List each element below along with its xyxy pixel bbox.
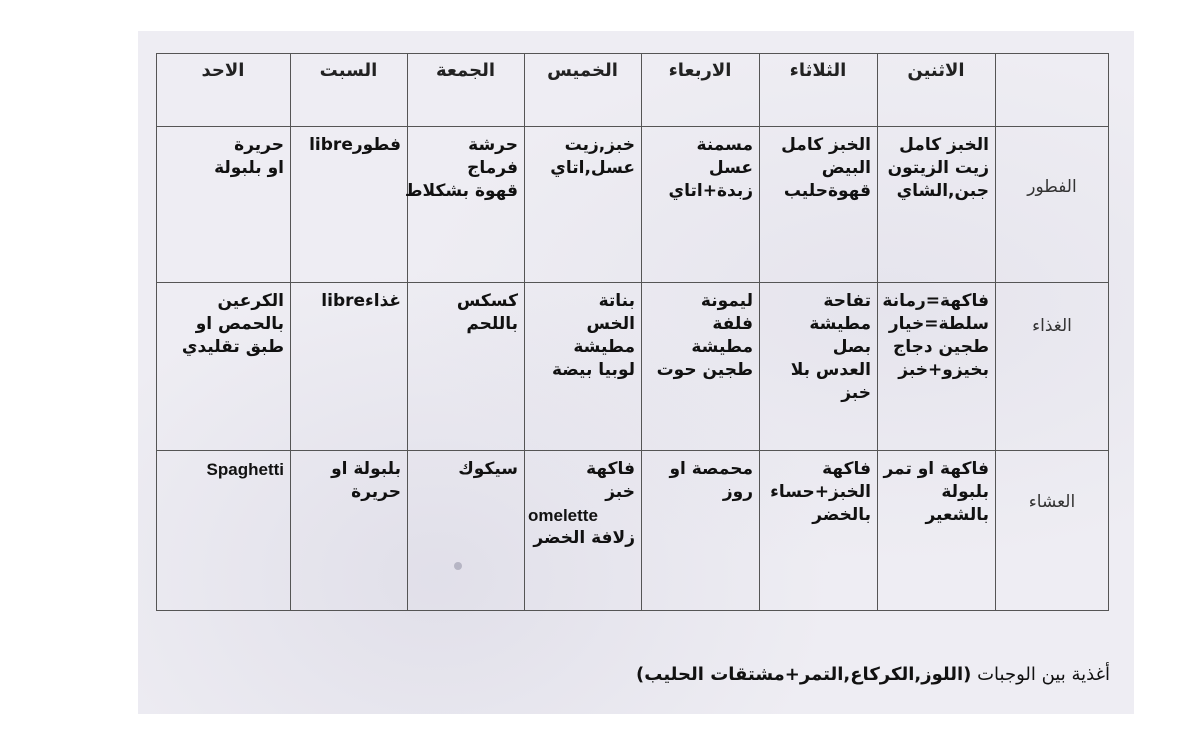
header-tuesday: الثلاثاء: [789, 60, 847, 81]
cell-dinner-monday: فاكهة او تمر بلبولة بالشعير: [883, 459, 989, 525]
header-wednesday: الاربعاء: [668, 60, 732, 81]
cell-lunch-saturday: غذاءlibre: [321, 291, 401, 311]
header-monday: الاثنين: [907, 60, 965, 81]
cell-lunch-monday: فاكهة=رمانة سلطة=خيار طجين دجاج بخيزو+خبز: [882, 291, 989, 380]
cell-breakfast-saturday: فطورlibre: [309, 135, 401, 155]
cell-breakfast-thursday: خبز,زيت عسل,اتاي: [550, 135, 635, 178]
header-thursday: الخميس: [547, 60, 618, 81]
cell-lunch-sunday: الكرعين بالحمص او طبق تقليدي: [181, 291, 284, 357]
cell-dinner-saturday: بلبولة او حريرة: [331, 459, 401, 502]
row-label-lunch: الغذاء: [1032, 316, 1072, 336]
cell-breakfast-monday: الخبز كامل زيت الزيتون جبن,الشاي: [887, 135, 989, 201]
cell-breakfast-tuesday: الخبز كامل البيض قهوةحليب: [781, 135, 871, 201]
cell-dinner-tuesday: فاكهة الخبز+حساء بالخضر: [770, 459, 871, 525]
row-divider: [156, 126, 1109, 127]
scan-smudge: [454, 562, 462, 570]
cell-lunch-tuesday: تفاحة مطيشة بصل العدس بلا خبز: [790, 291, 871, 403]
snacks-note-prefix: أغذية بين الوجبات: [977, 664, 1110, 685]
row-divider: [156, 282, 1109, 283]
header-saturday: السبت: [319, 60, 378, 81]
snacks-note-items: (اللوز,الكركاع,التمر+مشتقات الحليب): [636, 664, 972, 685]
row-label-dinner: العشاء: [1028, 492, 1076, 512]
snacks-note: [600, 664, 1110, 685]
cell-lunch-wednesday: ليمونة فلفة مطيشة طجين حوت: [656, 291, 753, 380]
cell-dinner-thursday: فاكهة خبز omelette زلافة الخضر: [528, 459, 635, 548]
cell-dinner-sunday: Spaghetti: [206, 460, 284, 479]
row-divider: [156, 450, 1109, 451]
cell-lunch-friday: كسكس باللحم: [456, 291, 518, 334]
cell-dinner-wednesday: محمصة او روز: [669, 459, 753, 502]
cell-breakfast-friday: حرشة فرماج قهوة بشكلاط: [404, 135, 518, 201]
header-friday: الجمعة: [435, 60, 496, 81]
cell-dinner-friday: سيكوك: [458, 459, 518, 479]
cell-breakfast-wednesday: مسمنة عسل زبدة+اتاي: [668, 135, 753, 201]
header-sunday: الاحد: [201, 60, 245, 81]
cell-lunch-thursday: بناتة الخس مطيشة لوبيا بيضة: [551, 291, 635, 380]
row-label-breakfast: الفطور: [1027, 177, 1077, 197]
cell-breakfast-sunday: حريرة او بلبولة: [214, 135, 284, 178]
